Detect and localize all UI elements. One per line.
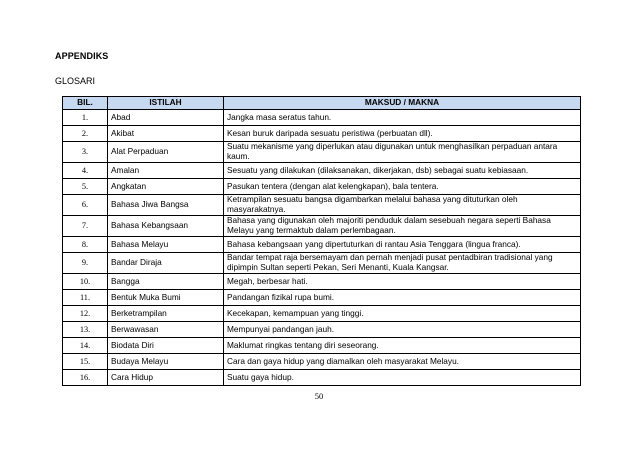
row-meaning: Mempunyai pandangan jauh. xyxy=(224,322,581,338)
table-row xyxy=(63,216,581,237)
table-row xyxy=(63,142,581,163)
header-term: ISTILAH xyxy=(108,97,224,110)
page-heading: APPENDIKS xyxy=(55,51,109,61)
row-meaning: Ketrampilan sesuatu bangsa digambarkan melalui bahasa yang dituturkan oleh masyarakatnya. xyxy=(224,195,581,216)
row-term: Budaya Melayu xyxy=(108,354,224,370)
row-meaning: Cara dan gaya hidup yang diamalkan oleh masyarakat Melayu. xyxy=(224,354,581,370)
row-number: 3. xyxy=(63,142,108,163)
row-term: Bahasa Kebangsaan xyxy=(108,216,224,237)
table-row xyxy=(63,126,581,142)
row-term: Bahasa Jiwa Bangsa xyxy=(108,195,224,216)
row-meaning: Bandar tempat raja bersemayam dan pernah menjadi pusat pentadbiran tradisional yang dipimpin Sultan seperti Pekan, Seri Menanti, Kuala Kangsar. xyxy=(224,253,581,274)
row-number: 1. xyxy=(63,110,108,126)
row-meaning: Suatu mekanisme yang diperlukan atau digunakan untuk menghasilkan perpaduan antara kaum. xyxy=(224,142,581,163)
table-row xyxy=(63,110,581,126)
row-term: Berketrampilan xyxy=(108,306,224,322)
row-number: 13. xyxy=(63,322,108,338)
glossary-table xyxy=(62,96,581,386)
row-number: 16. xyxy=(63,370,108,386)
table-row xyxy=(63,322,581,338)
row-number: 9. xyxy=(63,253,108,274)
row-term: Akibat xyxy=(108,126,224,142)
row-term: Amalan xyxy=(108,163,224,179)
row-number: 12. xyxy=(63,306,108,322)
row-term: Abad xyxy=(108,110,224,126)
row-number: 15. xyxy=(63,354,108,370)
row-term: Cara Hidup xyxy=(108,370,224,386)
row-meaning: Pasukan tentera (dengan alat kelengkapan), bala tentera. xyxy=(224,179,581,195)
row-number: 8. xyxy=(63,237,108,253)
row-number: 6. xyxy=(63,195,108,216)
row-number: 11. xyxy=(63,290,108,306)
row-meaning: Maklumat ringkas tentang diri seseorang. xyxy=(224,338,581,354)
row-number: 10. xyxy=(63,274,108,290)
table-row xyxy=(63,306,581,322)
table-header-row xyxy=(63,97,581,110)
row-number: 4. xyxy=(63,163,108,179)
table-row xyxy=(63,370,581,386)
table-row xyxy=(63,195,581,216)
row-meaning: Suatu gaya hidup. xyxy=(224,370,581,386)
table-row xyxy=(63,179,581,195)
page-number: 50 xyxy=(314,391,324,401)
row-term: Biodata Diri xyxy=(108,338,224,354)
table-row xyxy=(63,253,581,274)
row-term: Bahasa Melayu xyxy=(108,237,224,253)
row-meaning: Sesuatu yang dilakukan (dilaksanakan, dikerjakan, dsb) sebagai suatu kebiasaan. xyxy=(224,163,581,179)
row-meaning: Jangka masa seratus tahun. xyxy=(224,110,581,126)
row-number: 14. xyxy=(63,338,108,354)
row-term: Alat Perpaduan xyxy=(108,142,224,163)
header-meaning: MAKSUD / MAKNA xyxy=(224,97,581,110)
row-meaning: Bahasa yang digunakan oleh majoriti penduduk dalam sesebuah negara seperti Bahasa Melayu yang termaktub dalam perlembagaan. xyxy=(224,216,581,237)
row-meaning: Bahasa kebangsaan yang dipertuturkan di rantau Asia Tenggara (lingua franca). xyxy=(224,237,581,253)
row-term: Angkatan xyxy=(108,179,224,195)
table-row xyxy=(63,354,581,370)
table-row xyxy=(63,237,581,253)
header-num: BIL. xyxy=(63,97,108,110)
row-number: 5. xyxy=(63,179,108,195)
table-row xyxy=(63,163,581,179)
row-number: 7. xyxy=(63,216,108,237)
row-meaning: Kesan buruk daripada sesuatu peristiwa (perbuatan dll). xyxy=(224,126,581,142)
row-number: 2. xyxy=(63,126,108,142)
row-term: Bentuk Muka Bumi xyxy=(108,290,224,306)
table-row xyxy=(63,290,581,306)
section-title: GLOSARI xyxy=(55,76,96,86)
row-meaning: Kecekapan, kemampuan yang tinggi. xyxy=(224,306,581,322)
row-term: Bandar Diraja xyxy=(108,253,224,274)
table-row xyxy=(63,338,581,354)
row-meaning: Pandangan fizikal rupa bumi. xyxy=(224,290,581,306)
row-term: Berwawasan xyxy=(108,322,224,338)
table-row xyxy=(63,274,581,290)
row-meaning: Megah, berbesar hati. xyxy=(224,274,581,290)
row-term: Bangga xyxy=(108,274,224,290)
